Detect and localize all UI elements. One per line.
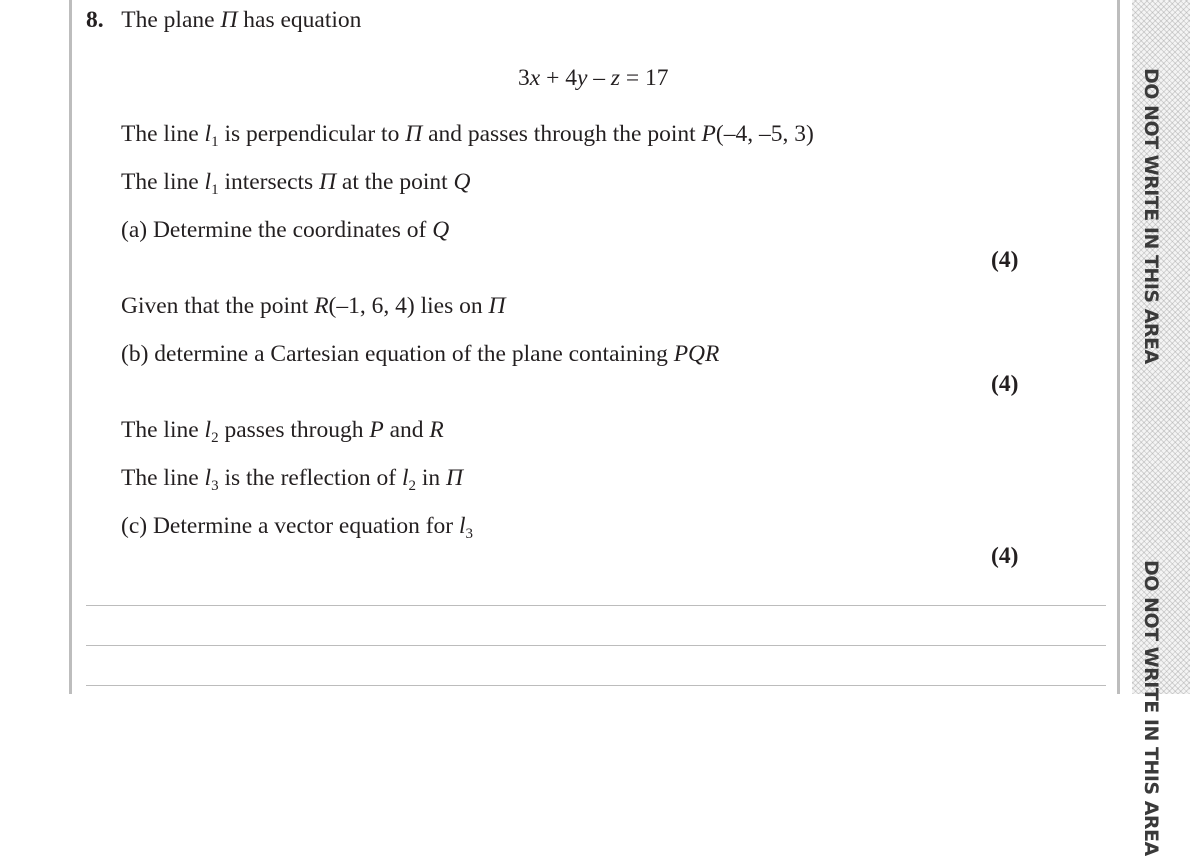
page-left-border [69, 0, 72, 694]
line-l2: The line $l_2$ passes through P and R [121, 417, 444, 446]
line-l1-perpendicular: The line $l_1$ is perpendicular to Π and passes through the point P(–4, –5, 3) [121, 121, 814, 150]
part-b: (b) determine a Cartesian equation of the plane containing PQR [121, 341, 720, 367]
part-a: (a) Determine the coordinates of Q [121, 217, 450, 243]
plane-equation: 3x + 4y – z = 17 [518, 65, 669, 91]
page-right-border [1117, 0, 1120, 694]
answer-line [86, 685, 1106, 686]
given-point-r: Given that the point R(–1, 6, 4) lies on Π [121, 293, 506, 319]
line-l1-intersects: The line $l_1$ intersects Π at the point Q [121, 169, 471, 198]
margin-warning-top: DO NOT WRITE IN THIS AREA [1140, 68, 1162, 364]
line-l3: The line $l_3$ is the reflection of $l_2$ in Π [121, 465, 463, 494]
question-number: 8. [86, 7, 104, 33]
part-c-marks: (4) [991, 543, 1019, 569]
answer-line [86, 605, 1106, 606]
part-c: (c) Determine a vector equation for $l_3$ [121, 513, 474, 542]
margin-warning-bottom: DO NOT WRITE IN THIS AREA [1140, 560, 1162, 856]
part-b-marks: (4) [991, 371, 1019, 397]
answer-line [86, 645, 1106, 646]
part-a-marks: (4) [991, 247, 1019, 273]
question-header: 8. The plane Π has equation [86, 7, 362, 33]
